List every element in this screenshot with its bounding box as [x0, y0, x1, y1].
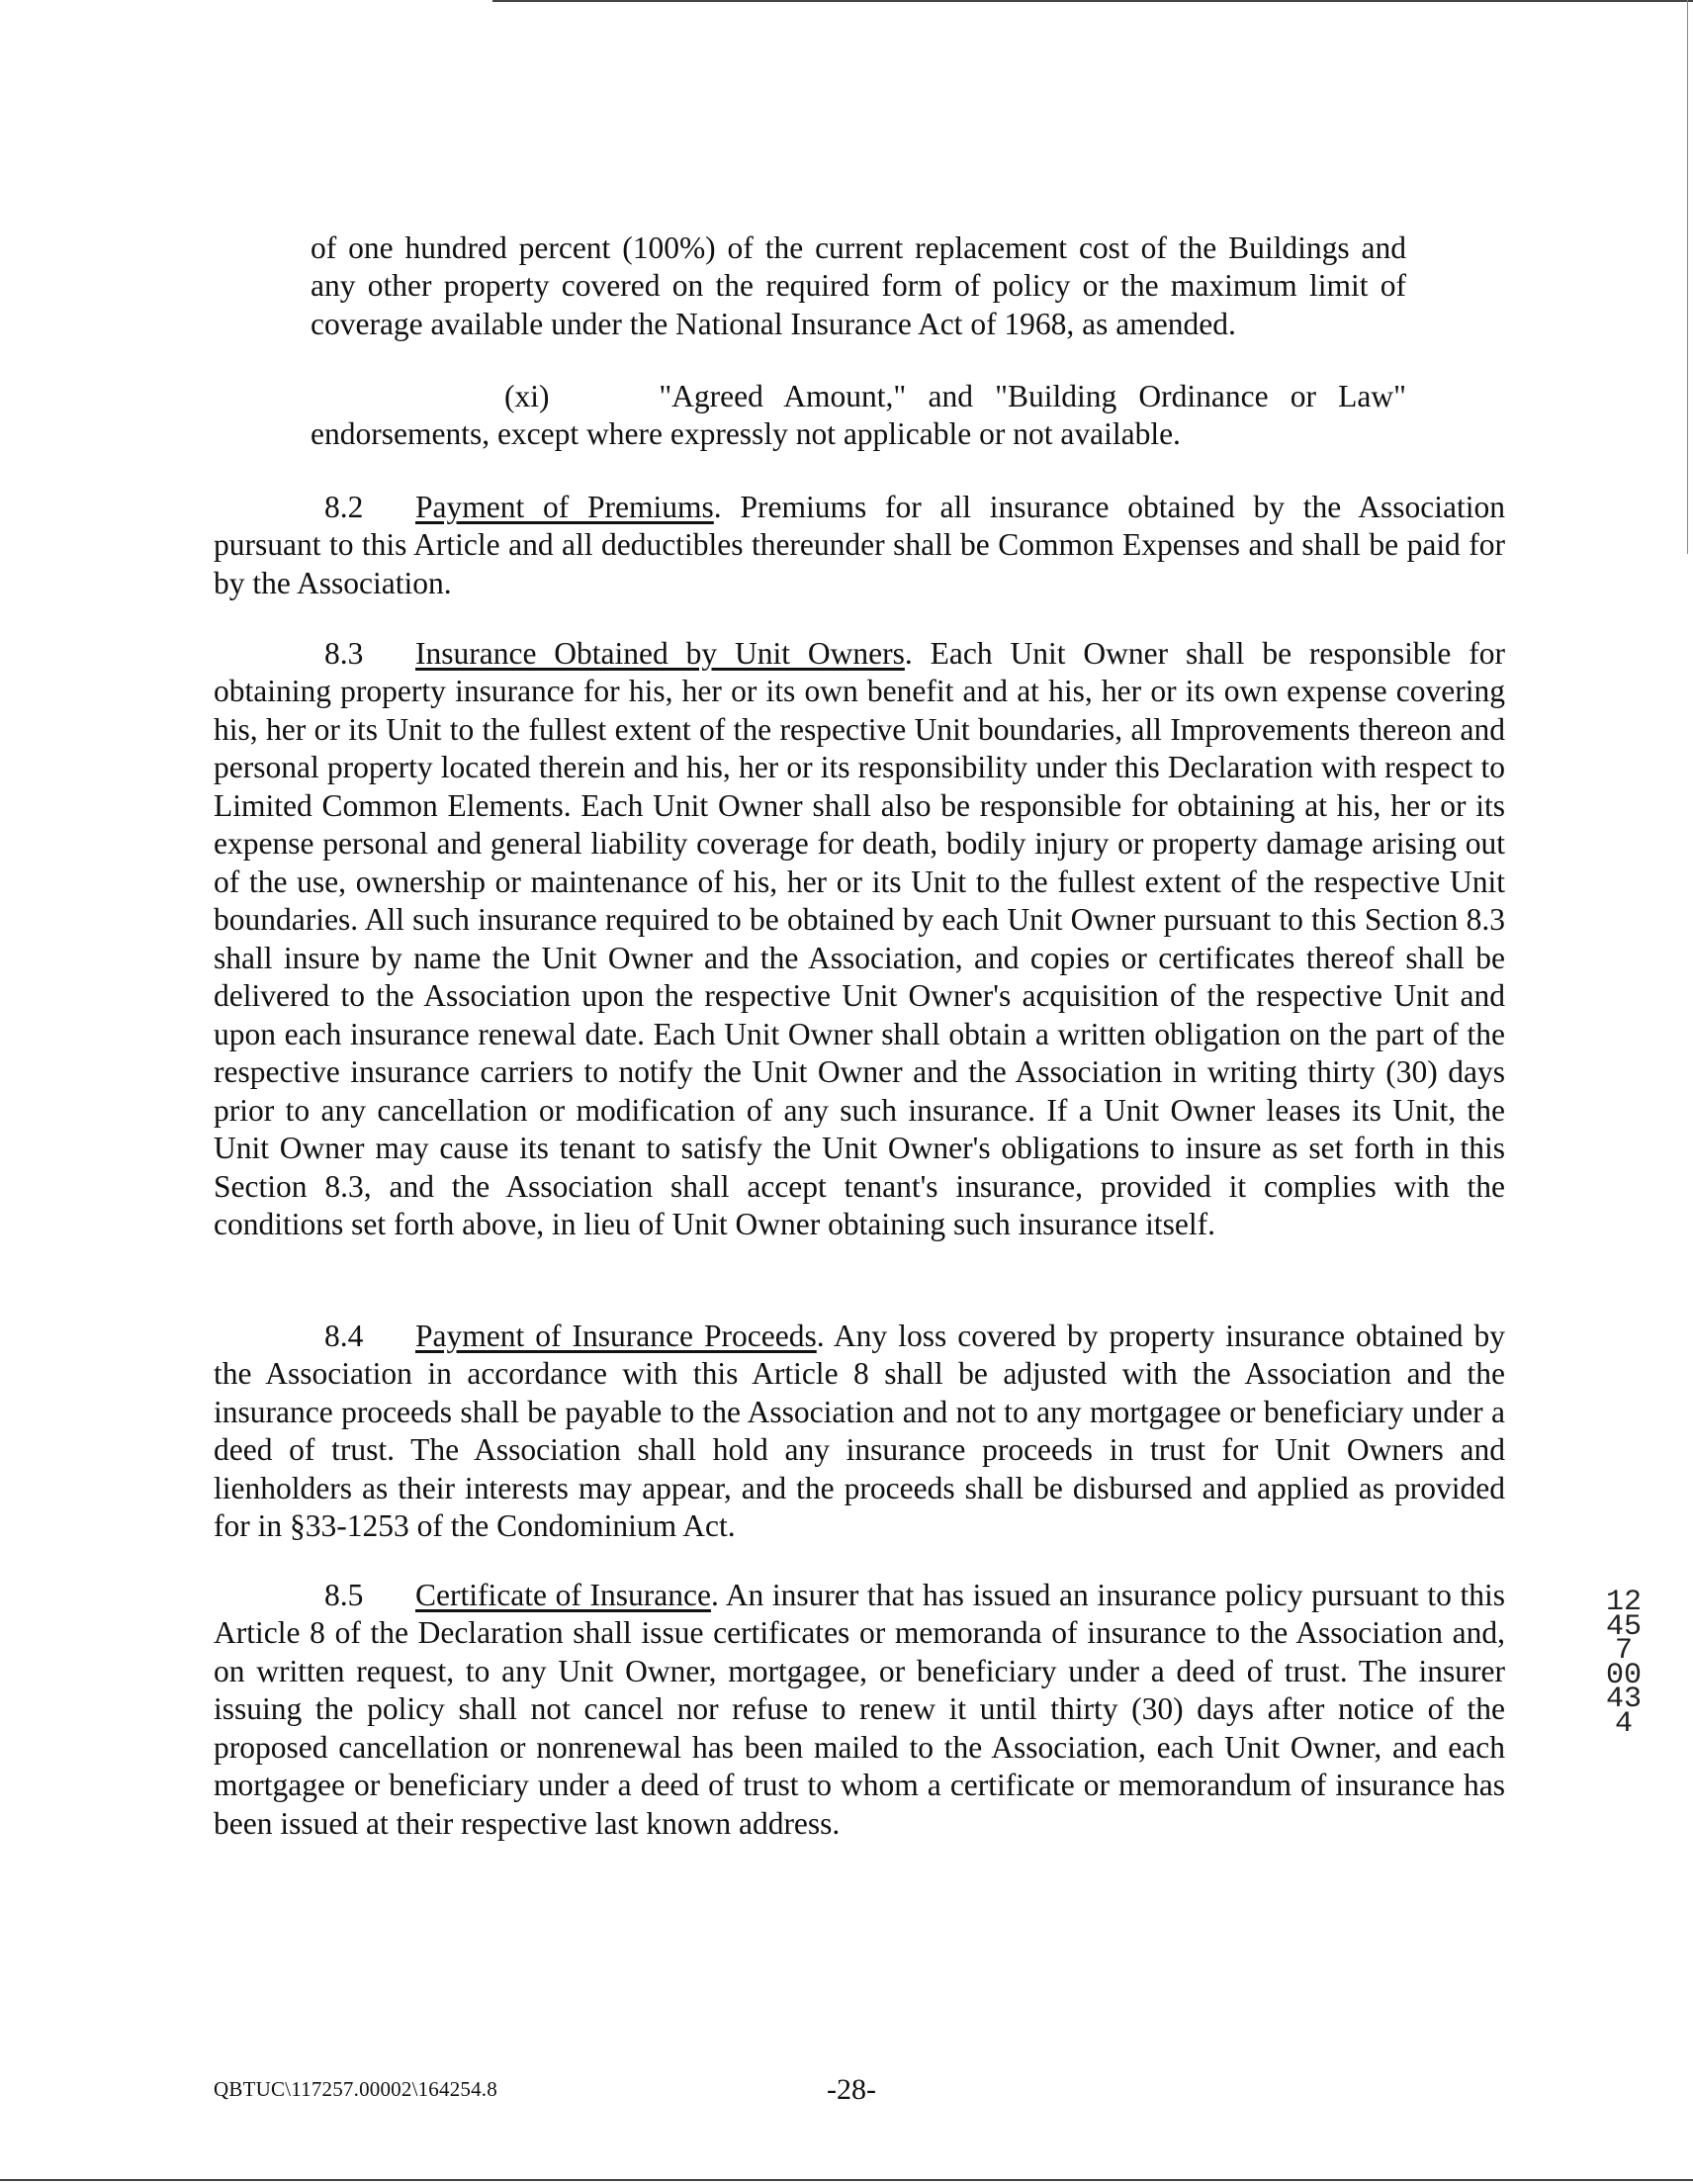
footer-page-number: -28- [827, 2073, 876, 2106]
section-title: Payment of Insurance Proceeds [415, 1318, 817, 1353]
section-text: . Premiums for all insurance obtained by the Association pursuant to this Article and all deductibles thereunder shall be Common Expenses and shall be paid for by the Association. [214, 489, 1506, 600]
section-8-5 [214, 1577, 1505, 1844]
section-title: Insurance Obtained by Unit Owners [415, 635, 905, 671]
section-8-2 [214, 489, 1505, 603]
recording-number-stamp: 12457 00434 [1605, 1586, 1642, 1741]
section-8-3 [214, 635, 1505, 1244]
section-number: 8.3 [324, 635, 364, 671]
bottom-border-line [0, 2179, 1693, 2181]
section-number: 8.4 [324, 1318, 364, 1353]
section-number: 8.2 [324, 489, 364, 524]
section-8-4 [214, 1318, 1505, 1546]
top-border-line [492, 0, 1693, 2]
section-title: Payment of Premiums [415, 489, 714, 524]
section-text: . Any loss covered by property insurance obtained by the Association in accordance with this Article 8 shall be adjusted with the Association and the insurance proceeds shall be payable to the Association and not to any mortgagee or beneficiary under a deed of trust. The Association shall hold any insurance proceeds in trust for Unit Owners and lienholders as their interests may appear, and the proceeds shall be disbursed and applied as provided for in §33-1253 of the Condominium Act. [214, 1318, 1505, 1543]
section-number: 8.5 [324, 1577, 364, 1612]
footer-document-id: QBTUC\117257.00002\164254.8 [214, 2077, 497, 2101]
paragraph-continuation: of one hundred percent (100%) of the current replacement cost of the Buildings and any other property covered on the required form of policy or the maximum limit of coverage available under the National Insurance Act of 1968, as amended. [311, 229, 1406, 341]
section-title: Certificate of Insurance [415, 1577, 711, 1612]
section-text: . An insurer that has issued an insurance policy pursuant to this Article 8 of the Declaration shall issue certificates or memoranda of insurance to the Association and, on written request, to any Unit Owner, mortgagee, or beneficiary under a deed of trust. The insurer issuing the policy shall not cancel nor refuse to renew it until thirty (30) days after notice of the proposed cancellation or nonrenewal has been mailed to the Association, each Unit Owner, and each mortgagee or beneficiary under a deed of trust to whom a certificate or memorandum of insurance has been issued at their respective last known address. [214, 1577, 1505, 1841]
section-text: . Each Unit Owner shall be responsible for obtaining property insurance for his, her or its own benefit and at his, her or its own expense covering his, her or its Unit to the fullest extent of the respective Unit boundaries, all Improvements thereon and personal property located therein and his, her or its responsibility under this Declaration with respect to Limited Common Elements. Each Unit Owner shall also be responsible for obtaining at his, her or its expense personal and general liability coverage for death, bodily injury or property damage arising out of the use, ownership or maintenance of his, her or its Unit to the fullest extent of the respective Unit boundaries. All such insurance required to be obtained by each Unit Owner pursuant to this Section 8.3 shall insure by name the Unit Owner and the Association, and copies or certificates thereof shall be delivered to the Association upon the respective Unit Owner's acquisition of the respective Unit and upon each insurance renewal date. Each Unit Owner shall obtain a written obligation on the part of the respective insurance carriers to notify the Unit Owner and the Association in writing thirty (30) days prior to any cancellation or modification of any such insurance. If a Unit Owner leases its Unit, the Unit Owner may cause its tenant to satisfy the Unit Owner's obligations to insure as set forth in this Section 8.3, and the Association shall accept tenant's insurance, provided it complies with the conditions set forth above, in lieu of Unit Owner obtaining such insurance itself. [214, 635, 1506, 1241]
paragraph-item-xi: (xi) "Agreed Amount," and "Building Ordinance or Law" endorsements, except where expressly not applicable or not available. [311, 378, 1406, 451]
right-border-line [1687, 0, 1688, 554]
